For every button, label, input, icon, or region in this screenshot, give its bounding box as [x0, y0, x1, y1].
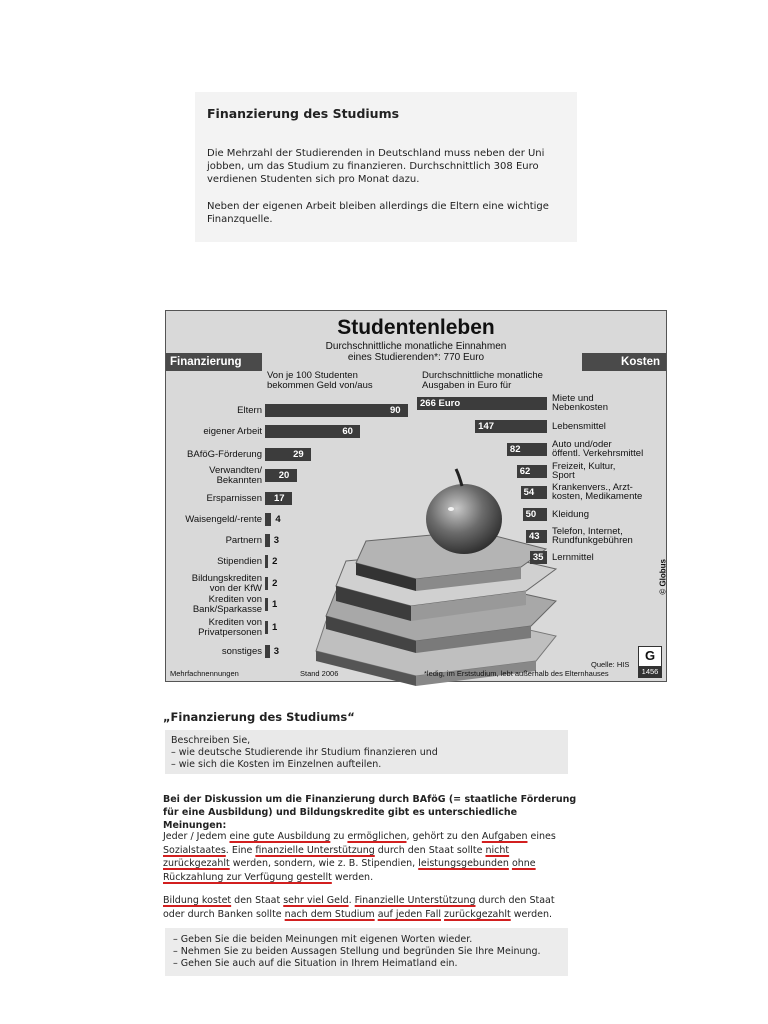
financing-value: 1: [272, 622, 278, 633]
cost-label: Krankenvers., Arzt- kosten, Medikamente: [552, 481, 643, 503]
opinion-1-text: eines: [527, 831, 556, 842]
globus-logo-number: 1456: [639, 666, 661, 677]
opinion-1-underlined: Aufgaben: [481, 831, 528, 842]
opinion-1-underlined: leistungsgebunden: [418, 858, 509, 869]
footnote-stand: Stand 2006: [300, 669, 339, 678]
financing-value: 20: [278, 470, 290, 481]
band-kosten: Kosten: [582, 353, 666, 371]
cost-value: 266 Euro: [420, 398, 461, 409]
financing-label: Ersparnissen: [206, 492, 262, 504]
chart-subtitle-line-1: Durchschnittliche monatliche Einnahmen: [325, 341, 507, 352]
opinion-1-text: zu: [330, 831, 348, 842]
opinion-1-underlined: eine gute Ausbildung: [229, 831, 331, 842]
cost-value: 43: [528, 531, 540, 542]
financing-value: 29: [293, 449, 304, 460]
studentenleben-chart: [165, 310, 667, 682]
financing-bar: [265, 448, 311, 461]
financing-bar: [265, 555, 268, 568]
financing-label: Eltern: [237, 404, 262, 416]
financing-bar: [265, 534, 270, 547]
band-finanzierung: Finanzierung: [166, 353, 262, 371]
instruction-line-1: Beschreiben Sie,: [171, 735, 251, 746]
costs-column-header: [422, 371, 543, 391]
financing-label: Krediten von Bank/Sparkasse: [192, 593, 262, 615]
intro-box: [195, 92, 577, 242]
globus-logo: [638, 646, 662, 678]
tasks-box: [165, 928, 568, 976]
cost-value: 147: [478, 421, 495, 432]
opinion-2-paragraph: [163, 894, 578, 921]
task-line-3: – Gehen Sie auch auf die Situation in Ihrem Heimatland ein.: [173, 958, 458, 969]
section-title: „Finanzierung des Studiums“: [163, 710, 355, 724]
discussion-intro: Bei der Diskussion um die Finanzierung durch BAföG (= staatliche Förderung für eine Ausbildung) und Bildungskredite gibt es unterschiedliche Meinungen:: [163, 794, 577, 831]
opinion-2-text: durch den Staat oder durch Banken sollte: [163, 895, 555, 920]
cost-label: Auto und/oder öffentl. Verkehrsmittel: [552, 438, 644, 460]
opinion-2-underlined: Finanzielle Unterstützung: [354, 895, 476, 906]
financing-bar: [265, 598, 268, 611]
financing-value: 60: [342, 426, 353, 437]
opinion-2-text: werden.: [510, 908, 553, 920]
chart-title: Studentenleben: [337, 316, 495, 339]
financing-value: 1: [272, 599, 278, 610]
cost-label: Freizeit, Kultur, Sport: [552, 460, 616, 482]
opinion-1-underlined: ermöglichen: [347, 831, 407, 842]
financing-bar: [265, 621, 268, 634]
instruction-line-3: – wie sich die Kosten im Einzelnen aufteilen.: [171, 759, 382, 770]
financing-header-line-2: bekommen Geld von/aus: [267, 380, 373, 391]
financing-value: 2: [272, 556, 278, 567]
financing-value: 17: [274, 493, 285, 504]
financing-value: 3: [273, 646, 280, 657]
financing-bar: [265, 577, 268, 590]
opinion-1-text: durch den Staat sollte: [374, 844, 486, 856]
cost-value: 62: [519, 466, 531, 477]
footnote-mehrfachnennungen: Mehrfachnennungen: [170, 669, 239, 678]
financing-label: BAföG-Förderung: [187, 448, 262, 460]
financing-label: Partnern: [225, 534, 262, 546]
financing-value: 90: [390, 405, 401, 416]
cost-label: Telefon, Internet, Rundfunkgebühren: [552, 525, 633, 547]
task-line-1: – Geben Sie die beiden Meinungen mit eigenen Worten wieder.: [173, 934, 473, 945]
financing-value: 4: [275, 514, 281, 525]
financing-label: Krediten von Privatpersonen: [198, 616, 262, 638]
cost-value: 50: [525, 509, 537, 520]
opinion-2-underlined: nach dem Studium: [284, 908, 375, 920]
opinion-2-underlined: Bildung kostet: [163, 895, 232, 906]
financing-bar: [265, 404, 408, 417]
financing-label: sonstiges: [221, 645, 262, 657]
opinion-1-text: werden.: [331, 871, 374, 883]
costs-header-line-2: Ausgaben in Euro für: [422, 380, 512, 391]
opinion-1-underlined: Sozialstaates: [163, 844, 226, 856]
cost-value: 54: [523, 487, 535, 498]
opinion-1-underlined: finanzielle Unterstützung: [255, 844, 375, 856]
cost-label: Lernmittel: [552, 551, 594, 563]
opinion-1-paragraph: [163, 830, 578, 884]
financing-label: eigener Arbeit: [203, 425, 262, 437]
financing-label: Waisengeld/-rente: [185, 513, 262, 525]
intro-title: Finanzierung des Studiums: [207, 106, 400, 121]
footnote-definition: *ledig, im Erststudium, lebt außerhalb des Elternhauses: [424, 669, 609, 678]
financing-label: Stipendien: [217, 555, 262, 567]
globus-credit: © Globus: [659, 559, 668, 595]
costs-header-line-1: Durchschnittliche monatliche: [422, 370, 543, 381]
opinion-2-text: den Staat: [231, 895, 284, 906]
instruction-line-2: – wie deutsche Studierende ihr Studium finanzieren und: [171, 747, 438, 758]
opinion-2-underlined: sehr viel Geld: [283, 895, 349, 906]
financing-bar: [265, 645, 270, 658]
opinion-2-underlined: auf jeden Fall: [377, 908, 441, 920]
globus-logo-letter: G: [644, 648, 656, 663]
financing-value: 3: [273, 535, 280, 546]
intro-paragraph-1: Die Mehrzahl der Studierenden in Deutschland muss neben der Uni jobben, um das Studium zu finanzieren. Durchschnittlich 308 Euro verdienen Studenten sich pro Monat dazu.: [207, 148, 545, 185]
opinion-1-text: , gehört zu den: [406, 831, 482, 842]
source-label: Quelle: HIS: [591, 660, 630, 669]
cost-label: Lebensmittel: [552, 420, 606, 432]
intro-paragraph-2: Neben der eigenen Arbeit bleiben allerdings die Eltern eine wichtige Finanzquelle.: [207, 201, 549, 225]
financing-header-line-1: Von je 100 Studenten: [267, 370, 358, 381]
cost-label: Miete und Nebenkosten: [552, 392, 608, 414]
financing-label: Verwandten/ Bekannten: [209, 464, 262, 486]
financing-value: 2: [272, 578, 278, 589]
chart-subtitle-line-2: eines Studierenden*: 770 Euro: [347, 352, 485, 363]
opinion-1-text: Jeder / Jedem: [163, 831, 230, 842]
opinion-1-underlined: ohne Rückzahlung zur Verfügung gestellt: [163, 858, 536, 883]
opinion-1-text: werden, sondern, wie z. B. Stipendien,: [229, 858, 419, 869]
opinion-1-underlined: nicht zurückgezahlt: [163, 844, 510, 869]
cost-value: 35: [532, 552, 544, 563]
opinion-2-text: .: [348, 895, 355, 906]
financing-bar: [265, 513, 271, 526]
opinion-1-text: . Eine: [225, 844, 256, 856]
cost-value: 82: [509, 444, 521, 455]
instruction-box: [165, 730, 568, 774]
task-line-2: – Nehmen Sie zu beiden Aussagen Stellung und begründen Sie Ihre Meinung.: [173, 946, 541, 957]
cost-label: Kleidung: [552, 508, 589, 520]
financing-column-header: [267, 371, 373, 391]
financing-label: Bildungskrediten von der KfW: [191, 572, 262, 594]
opinion-2-underlined: zurückgezahlt: [444, 908, 511, 920]
